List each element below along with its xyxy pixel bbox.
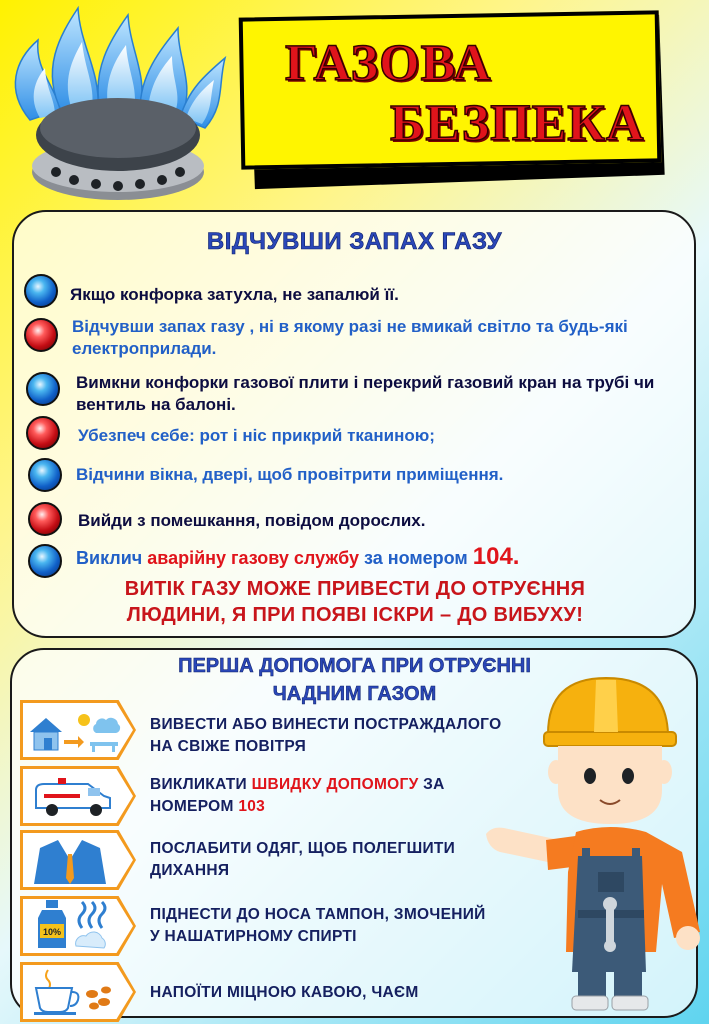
coffee-tea-icon	[32, 964, 122, 1018]
step-text-prefix: НОМЕРОМ	[150, 798, 239, 815]
first-aid-step	[150, 838, 455, 882]
rule-item: Відчини вікна, двері, щоб провітрити приміщення.	[76, 465, 504, 484]
rule-item: Убезпеч себе: рот і ніс прикрий тканиною;	[78, 426, 435, 445]
ambulance-number: 103	[238, 798, 266, 815]
rule-prefix: Виклич	[76, 548, 148, 568]
first-aid-step	[150, 714, 501, 758]
rule-item: Якщо конфорка затухла, не запалюй її.	[70, 285, 399, 304]
step-line2: У НАШАТИРНОМУ СПИРТІ	[150, 928, 357, 945]
red-bullet-icon	[26, 416, 60, 450]
warning-line2: ЛЮДИНИ, Я ПРИ ПОЯВІ ІСКРИ – ДО ВИБУХУ!	[126, 604, 584, 626]
warning-text	[40, 576, 670, 628]
blue-bullet-icon	[24, 274, 58, 308]
ambulance-highlight: ШВИДКУ ДОПОМОГУ	[251, 776, 419, 793]
blue-bullet-icon	[28, 458, 62, 492]
rule-item-emergency	[76, 543, 676, 570]
blue-bullet-icon	[28, 544, 62, 578]
step-line1: ПОСЛАБИТИ ОДЯГ, ЩОБ ПОЛЕГШИТИ	[150, 840, 456, 857]
first-aid-step	[150, 982, 419, 1004]
house-fresh-air-icon	[26, 706, 126, 754]
bottle-label: 10%	[42, 927, 62, 937]
first-aid-step	[150, 904, 486, 948]
step-line2	[150, 796, 445, 818]
first-aid-heading-line1: ПЕРША ДОПОМОГА ПРИ ОТРУЄННІ	[178, 655, 531, 677]
emergency-service-highlight: аварійну газову службу	[147, 548, 359, 568]
step-line1	[150, 774, 445, 796]
gas-worker-character	[486, 672, 708, 1022]
step-line1: ВИВЕСТИ АБО ВИНЕСТИ ПОСТРАЖДАЛОГО	[150, 716, 502, 733]
red-bullet-icon	[28, 502, 62, 536]
gas-smell-heading: ВІДЧУВШИ ЗАПАХ ГАЗУ	[206, 228, 503, 255]
blue-bullet-icon	[26, 372, 60, 406]
ambulance-icon	[30, 772, 120, 820]
page-title-line1: ГАЗОВА	[285, 35, 492, 92]
step-line2: НА СВІЖЕ ПОВІТРЯ	[150, 738, 307, 755]
step-line1: ПІДНЕСТИ ДО НОСА ТАМПОН, ЗМОЧЕНИЙ	[150, 906, 486, 923]
gas-burner-icon	[0, 0, 240, 210]
ammonia-bottle-icon	[32, 898, 122, 954]
loosen-clothes-icon	[30, 834, 120, 886]
rule-item: Відчувши запах газу , ні в якому разі не вмикай світло та будь-які електроприлади.	[72, 317, 628, 358]
rule-middle: за номером	[359, 548, 473, 568]
gas-smell-panel	[12, 210, 696, 638]
rule-item: Вимкни конфорки газової плити і перекрий газовий кран на трубі чи вентиль на балоні.	[76, 373, 655, 414]
page-title-line2: БЕЗПЕКА	[390, 95, 645, 152]
red-bullet-icon	[24, 318, 58, 352]
rule-item: Вийди з помешкання, повідом дорослих.	[78, 511, 426, 530]
step-text-suffix: ЗА	[418, 776, 445, 793]
first-aid-heading-line2: ЧАДНИМ ГАЗОМ	[272, 683, 437, 705]
step-line2: ДИХАННЯ	[150, 862, 230, 879]
warning-line1: ВИТІК ГАЗУ МОЖЕ ПРИВЕСТИ ДО ОТРУЄННЯ	[124, 578, 586, 600]
first-aid-step	[150, 774, 445, 818]
step-line1: НАПОЇТИ МІЦНОЮ КАВОЮ, ЧАЄМ	[150, 984, 419, 1001]
emergency-number: 104.	[472, 543, 520, 570]
step-text-prefix: ВИКЛИКАТИ	[150, 776, 252, 793]
